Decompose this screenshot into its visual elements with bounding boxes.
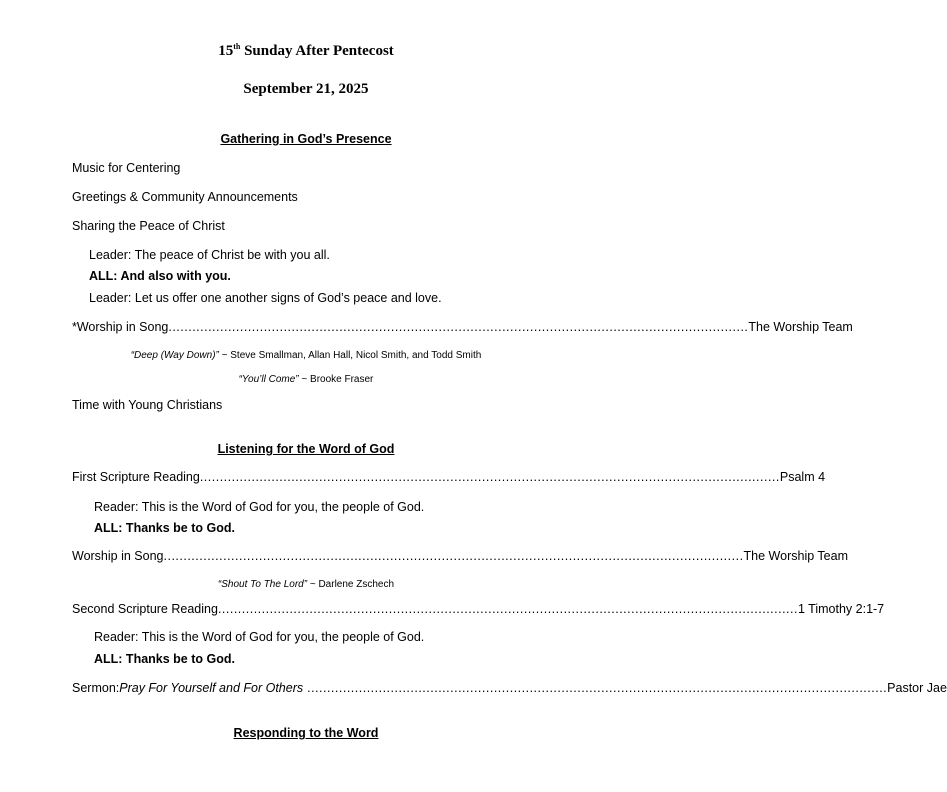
section-heading-responding: Responding to the Word (233, 726, 379, 740)
leader-line-2: Leader: Let us offer one another signs of God’s peace and love. (89, 291, 442, 305)
second-reading-ref: 1 Timothy 2:1-7 (797, 602, 885, 616)
section-heading-listening: Listening for the Word of God (217, 442, 395, 456)
sharing-peace: Sharing the Peace of Christ (72, 219, 225, 233)
sermon-title: Pray For Yourself and For Others (119, 681, 304, 695)
music-for-centering: Music for Centering (72, 161, 181, 175)
service-date: September 21, 2025 (243, 81, 369, 97)
sermon-label: Sermon: (72, 681, 120, 695)
greetings-announcements: Greetings & Community Announcements (72, 190, 298, 204)
all-response-thanks-1: ALL: Thanks be to God. (94, 521, 235, 535)
reader-line-1: Reader: This is the Word of God for you, the people of God. (94, 500, 425, 514)
all-response-1: ALL: And also with you. (89, 269, 231, 283)
worship-in-song-2 (72, 549, 848, 563)
first-scripture-reading (72, 470, 826, 484)
song-deep-way-down: “Deep (Way Down)” ~ Steve Smallman, Allan Hall, Nicol Smith, and Todd Smith (130, 350, 482, 361)
second-scripture-reading (72, 602, 885, 616)
worship-in-song-1 (72, 320, 853, 334)
dot-leader: .................................................................................................................................................. (163, 549, 744, 563)
service-title: 15th Sunday After Pentecost (218, 42, 394, 59)
second-reading-label: Second Scripture Reading (72, 602, 218, 616)
sermon (72, 681, 947, 695)
song-youll-come: “You’ll Come” ~ Brooke Fraser (238, 374, 374, 385)
first-reading-label: First Scripture Reading (72, 470, 200, 484)
dot-leader: .................................................................................................................................................. (303, 681, 888, 695)
worship-team: The Worship Team (743, 549, 848, 563)
worship-label: *Worship in Song (72, 320, 169, 334)
reader-line-2: Reader: This is the Word of God for you, the people of God. (94, 630, 425, 644)
worship-label: Worship in Song (72, 549, 164, 563)
all-response-thanks-2: ALL: Thanks be to God. (94, 652, 235, 666)
sermon-preacher: Pastor Jae (887, 681, 947, 695)
leader-line-1: Leader: The peace of Christ be with you all. (89, 248, 330, 262)
section-heading-gathering: Gathering in God’s Presence (220, 132, 392, 146)
dot-leader: .................................................................................................................................................. (217, 602, 798, 616)
worship-team: The Worship Team (748, 320, 853, 334)
dot-leader: .................................................................................................................................................. (168, 320, 749, 334)
time-with-young-christians: Time with Young Christians (72, 398, 223, 412)
song-shout-to-the-lord: “Shout To The Lord” ~ Darlene Zschech (217, 579, 395, 590)
first-reading-ref: Psalm 4 (779, 470, 826, 484)
dot-leader: .................................................................................................................................................. (199, 470, 780, 484)
